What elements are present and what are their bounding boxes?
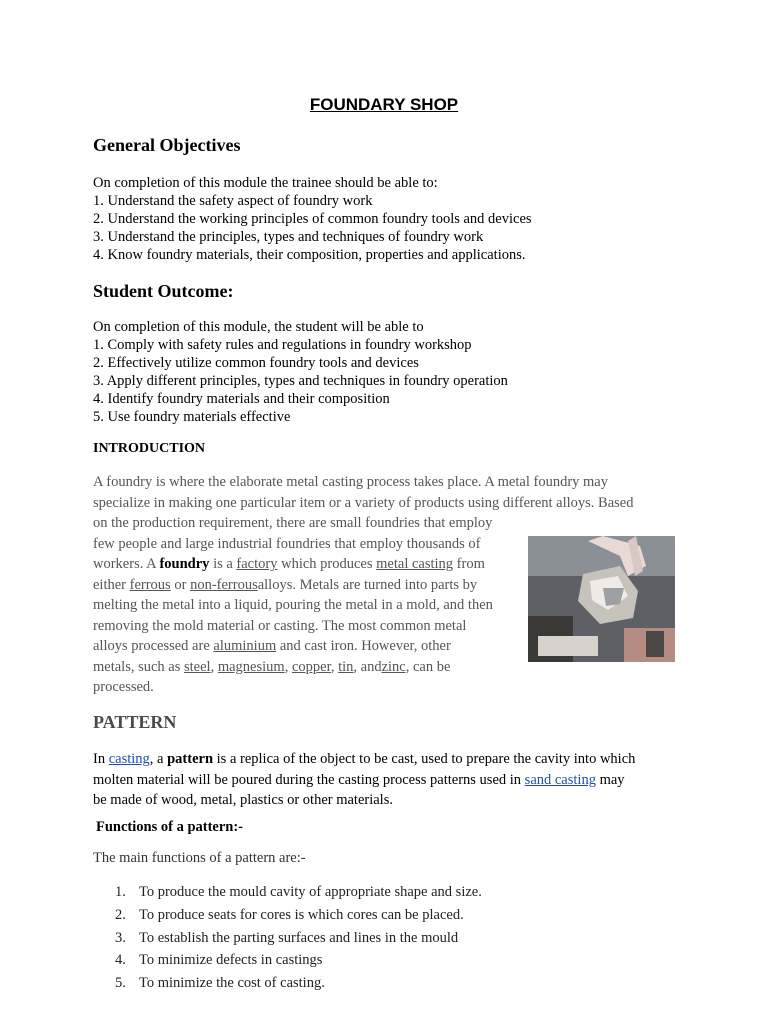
magnesium-link[interactable]: magnesium bbox=[217, 658, 285, 675]
intro-line: processed. bbox=[93, 679, 154, 695]
list-number: 2. bbox=[115, 906, 126, 923]
general-objectives-block bbox=[93, 174, 532, 264]
pattern-heading: PATTERN bbox=[93, 712, 177, 732]
list-item: 1. Understand the safety aspect of foundry work bbox=[93, 193, 373, 209]
intro-line: specialize in making one particular item or a variety of products using different alloys. Based bbox=[93, 494, 634, 511]
foundry-photo-graphic bbox=[528, 536, 675, 662]
steel-link[interactable]: steel bbox=[184, 658, 211, 675]
list-item: 1. Comply with safety rules and regulations in foundry workshop bbox=[93, 337, 472, 353]
pattern-paragraph bbox=[93, 749, 635, 811]
general-intro: On completion of this module the trainee should be able to: bbox=[93, 175, 438, 191]
list-item: 4. Know foundry materials, their composition, properties and applications. bbox=[93, 247, 526, 263]
zinc-link[interactable]: zinc, bbox=[381, 658, 410, 675]
text: workers. A bbox=[93, 556, 160, 572]
text: can be bbox=[409, 658, 451, 675]
text: , bbox=[210, 658, 218, 675]
introduction-heading: INTRODUCTION bbox=[93, 441, 206, 456]
copper-link[interactable]: copper bbox=[291, 658, 331, 675]
list-text: To establish the parting surfaces and lines in the mould bbox=[139, 929, 459, 946]
pattern-line: be made of wood, metal, plastics or other materials. bbox=[93, 792, 393, 808]
list-item bbox=[115, 881, 482, 904]
text: , bbox=[330, 658, 339, 675]
list-item bbox=[115, 949, 482, 972]
pattern-term: pattern bbox=[167, 751, 214, 767]
metal-casting-link[interactable]: metal casting bbox=[376, 556, 454, 572]
intro-line: removing the mold material or casting. The most common metal bbox=[93, 617, 467, 634]
list-item: 5. Use foundry materials effective bbox=[93, 409, 291, 425]
list-number: 1. bbox=[115, 884, 126, 900]
student-outcome-block bbox=[93, 318, 508, 426]
factory-link[interactable]: factory bbox=[236, 556, 278, 572]
intro-line: few people and large industrial foundries that employ thousands of bbox=[93, 535, 481, 552]
outcome-intro: On completion of this module, the student will be able to bbox=[93, 319, 424, 335]
intro-line: melting the metal into a liquid, pouring the metal in a mold, and then bbox=[93, 597, 493, 613]
functions-intro: The main functions of a pattern are:- bbox=[93, 850, 306, 866]
student-outcome-heading: Student Outcome: bbox=[93, 281, 234, 301]
list-item: 4. Identify foundry materials and their composition bbox=[93, 391, 390, 407]
intro-line: A foundry is where the elaborate metal casting process takes place. A metal foundry may bbox=[93, 474, 608, 490]
list-number: 3. bbox=[115, 929, 126, 946]
text: is a replica of the object to be cast, used to prepare the cavity into which bbox=[213, 751, 636, 767]
non-ferrous-link[interactable]: non-ferrous bbox=[190, 576, 258, 593]
intro-line: on the production requirement, there are small foundries that employ bbox=[93, 515, 493, 531]
list-number: 5. bbox=[115, 975, 126, 992]
text: alloys processed are bbox=[93, 638, 214, 654]
text: alloys. Metals are turned into parts by bbox=[257, 576, 478, 593]
list-text: To produce the mould cavity of appropriate shape and size. bbox=[139, 884, 482, 900]
list-item: 3. Understand the principles, types and techniques of foundry work bbox=[93, 229, 484, 245]
list-text: To minimize the cost of casting. bbox=[139, 975, 325, 992]
list-number: 4. bbox=[115, 952, 126, 969]
aluminium-link[interactable]: aluminium bbox=[213, 638, 277, 654]
text: , a bbox=[149, 751, 168, 767]
foundry-photo bbox=[528, 536, 675, 662]
text: either bbox=[93, 576, 130, 593]
list-item: 2. Understand the working principles of common foundry tools and devices bbox=[93, 211, 532, 227]
list-text: To minimize defects in castings bbox=[139, 952, 323, 969]
pattern-line bbox=[93, 770, 635, 791]
text: from bbox=[453, 556, 485, 572]
functions-list bbox=[115, 881, 482, 995]
list-item bbox=[115, 972, 482, 995]
general-objectives-heading: General Objectives bbox=[93, 135, 241, 155]
page-title: FOUNDARY SHOP bbox=[309, 95, 459, 114]
foundry-term: foundry bbox=[159, 556, 210, 572]
text: and cast iron. However, other bbox=[276, 638, 451, 654]
text: which produces bbox=[277, 556, 377, 572]
list-item bbox=[115, 904, 482, 927]
sand-casting-link[interactable]: sand casting bbox=[524, 771, 596, 788]
text: is a bbox=[209, 556, 237, 572]
text: or bbox=[170, 576, 191, 593]
list-item: 3. Apply different principles, types and techniques in foundry operation bbox=[93, 373, 508, 389]
functions-heading: Functions of a pattern:- bbox=[96, 819, 244, 835]
list-text: To produce seats for cores is which cores can be placed. bbox=[139, 906, 464, 923]
text: may bbox=[595, 771, 625, 788]
text: , bbox=[284, 658, 292, 675]
list-item bbox=[115, 927, 482, 950]
text: metals, such as bbox=[93, 658, 185, 675]
tin-link[interactable]: tin bbox=[338, 658, 354, 675]
text: , and bbox=[353, 658, 382, 675]
casting-link[interactable]: casting bbox=[108, 751, 150, 767]
text: In bbox=[93, 751, 109, 767]
text: molten material will be poured during the casting process patterns used in bbox=[93, 771, 525, 788]
pattern-line bbox=[93, 749, 635, 770]
ferrous-link[interactable]: ferrous bbox=[129, 576, 171, 593]
list-item: 2. Effectively utilize common foundry tools and devices bbox=[93, 355, 419, 371]
